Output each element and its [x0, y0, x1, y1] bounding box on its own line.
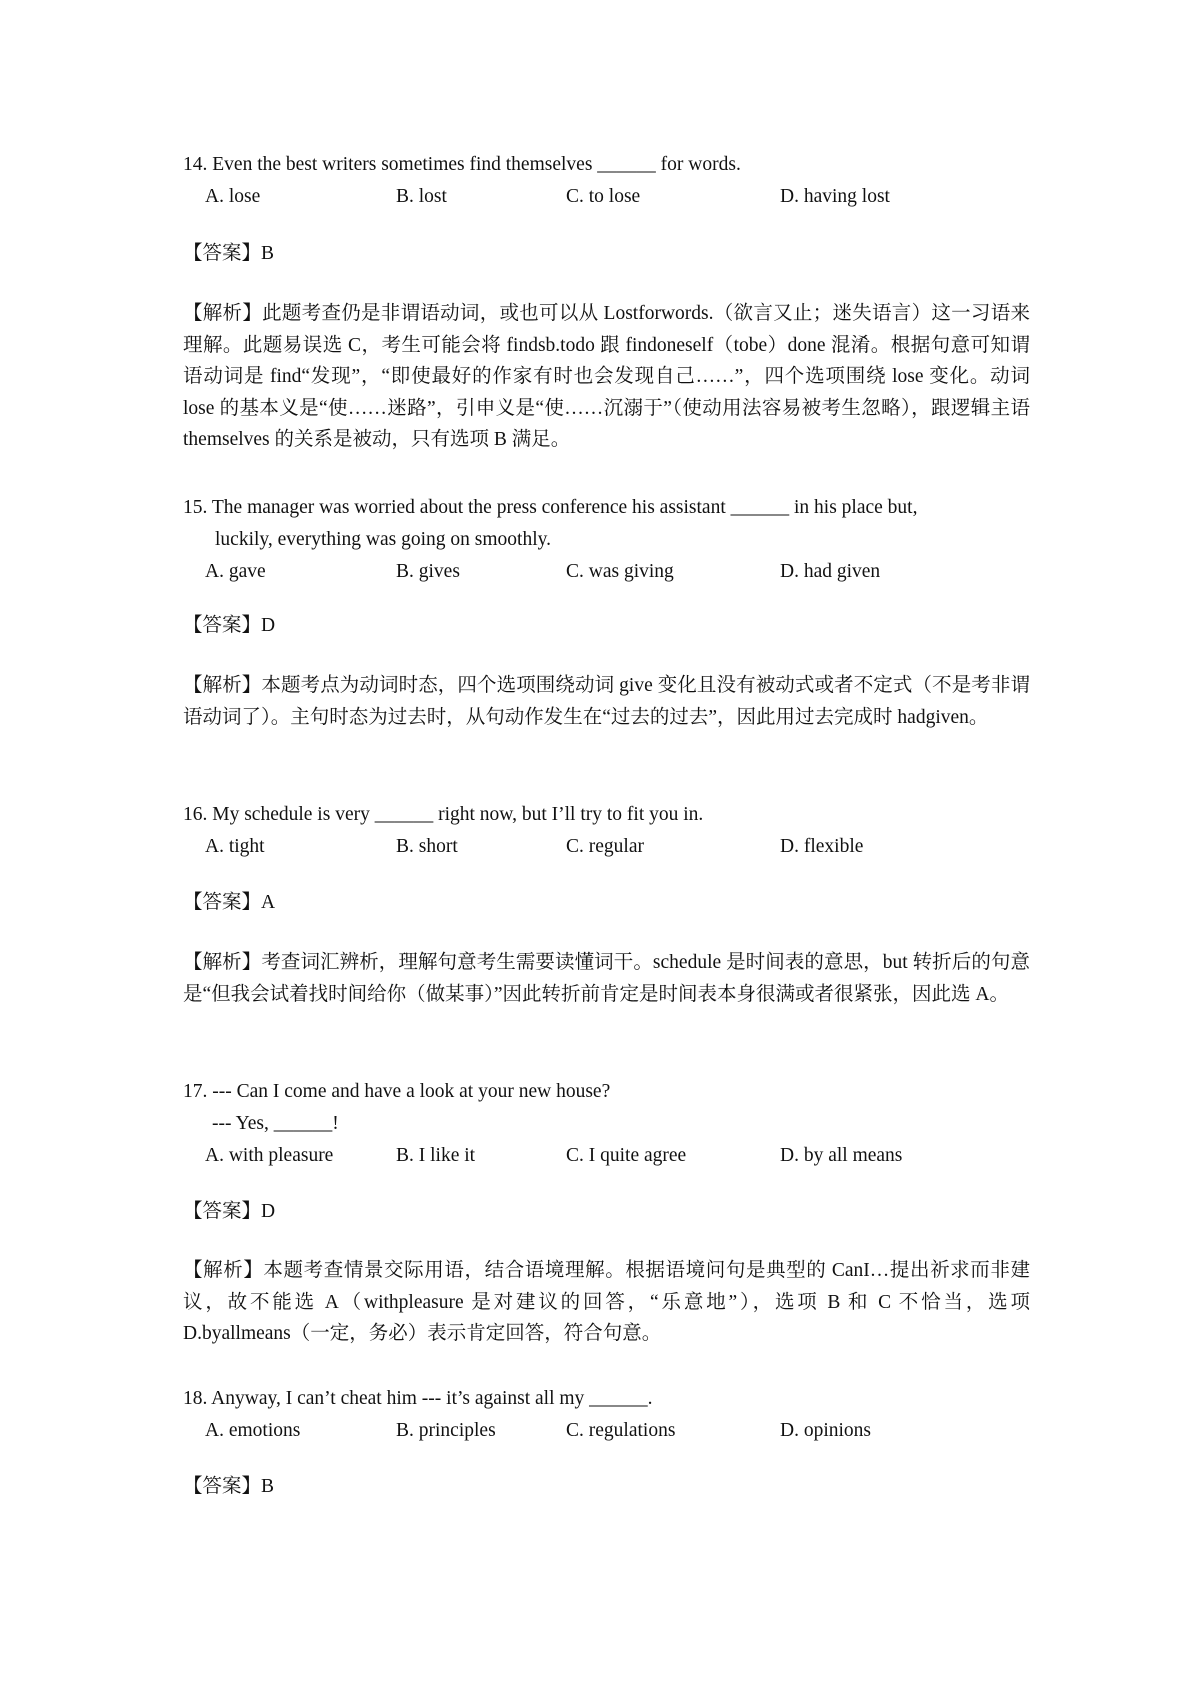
- question-16-explanation: 【解析】考查词汇辨析，理解句意考生需要读懂词干。schedule 是时间表的意思，but 转折后的句意是“但我会试着找时间给你（做某事）”因此转折前肯定是时间表本身很满或者很紧张，因此选 A。: [183, 952, 1030, 1005]
- question-16-option-a: A. tight: [205, 836, 265, 857]
- question-17-option-d: D. by all means: [780, 1145, 903, 1166]
- question-14-stem: 14. Even the best writers sometimes find themselves ______ for words.: [183, 154, 741, 175]
- question-18-answer: 【答案】B: [183, 1476, 275, 1497]
- question-15-option-b: B. gives: [396, 561, 460, 582]
- question-18-option-d: D. opinions: [780, 1420, 872, 1441]
- question-17-option-b: B. I like it: [396, 1145, 476, 1166]
- question-18-stem: 18. Anyway, I can’t cheat him --- it’s against all my ______.: [183, 1388, 653, 1409]
- question-15-stem-line-1: 15. The manager was worried about the press conference his assistant ______ in his place but,: [183, 497, 918, 518]
- question-14-option-b: B. lost: [396, 186, 447, 207]
- question-16-answer: 【答案】A: [183, 892, 276, 913]
- question-17-explanation: 【解析】本题考查情景交际用语，结合语境理解。根据语境问句是典型的 CanI…提出祈求而非建议，故不能选 A（withpleasure 是对建议的回答，“乐意地”），选项 B 和 C 不恰当，选项 D.byallmeans（一定，务必）表示肯定回答，符合句意。: [183, 1260, 1030, 1344]
- question-15-option-c: C. was giving: [566, 561, 674, 582]
- question-17-option-a: A. with pleasure: [205, 1145, 334, 1166]
- question-18-option-c: C. regulations: [566, 1420, 676, 1441]
- question-14-answer: 【答案】B: [183, 243, 275, 264]
- question-15-option-d: D. had given: [780, 561, 881, 582]
- question-15-answer: 【答案】D: [183, 615, 276, 636]
- question-17-answer: 【答案】D: [183, 1201, 276, 1222]
- question-14-explanation: 【解析】此题考查仍是非谓语动词，或也可以从 Lostforwords.（欲言又止；迷失语言）这一习语来理解。此题易误选 C，考生可能会将 findsb.todo 跟 findoneself（tobe）done 混淆。根据句意可知谓语动词是 find“发现”，“即使最好的作家有时也会发现自己……”，四个选项围绕 lose 变化。动词 lose 的基本义是“使……迷路”，引申义是“使……沉溺于”（使动用法容易被考生忽略），跟逻辑主语 themselves 的关系是被动，只有选项 B 满足。: [183, 303, 1030, 450]
- question-16-option-b: B. short: [396, 836, 458, 857]
- question-14-option-a: A. lose: [205, 186, 261, 207]
- question-15-option-a: A. gave: [205, 561, 266, 582]
- question-16-stem: 16. My schedule is very ______ right now, but I’ll try to fit you in.: [183, 804, 704, 825]
- question-17-stem-line-1: 17. --- Can I come and have a look at your new house?: [183, 1081, 611, 1102]
- question-14-option-d: D. having lost: [780, 186, 890, 207]
- question-18-option-a: A. emotions: [205, 1420, 301, 1441]
- question-17-option-c: C. I quite agree: [566, 1145, 687, 1166]
- question-14-option-c: C. to lose: [566, 186, 641, 207]
- question-16-option-d: D. flexible: [780, 836, 864, 857]
- question-16-option-c: C. regular: [566, 836, 644, 857]
- question-17-stem-line-2: --- Yes, ______!: [212, 1113, 339, 1134]
- question-15-stem-line-2: luckily, everything was going on smoothly.: [215, 529, 551, 550]
- question-18-option-b: B. principles: [396, 1420, 496, 1441]
- question-15-explanation: 【解析】本题考点为动词时态，四个选项围绕动词 give 变化且没有被动式或者不定式（不是考非谓语动词了）。主句时态为过去时，从句动作发生在“过去的过去”，因此用过去完成时 hadgiven。: [183, 675, 1030, 728]
